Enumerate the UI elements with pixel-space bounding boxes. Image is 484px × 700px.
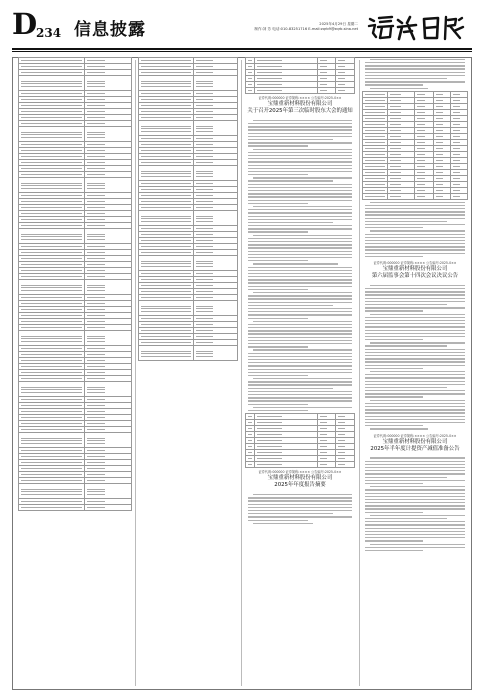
column-4 <box>362 57 468 690</box>
editor-contact: 制作:刘 芳 电话:010-83251716 E-mail:zqrb9@zqrb.sina.net <box>254 27 358 31</box>
announcement-title: 第六届监事会第十四次会议决议公告 <box>371 273 459 280</box>
header-rule-thin <box>12 51 472 52</box>
table-cell <box>84 280 131 295</box>
table-row <box>139 346 238 361</box>
body-text <box>362 457 468 551</box>
publication-info <box>248 22 358 32</box>
table-cell <box>139 211 194 226</box>
table-cell <box>139 301 194 316</box>
announcement-company: 宝鼎重新材料股份有限公司 <box>267 475 333 482</box>
announcement-code-line: 证券代码:000000 证券简称:×××× 公告编号:2025-0×× <box>373 261 457 266</box>
table-cell <box>84 229 131 244</box>
table-row <box>246 462 355 468</box>
table-cell <box>139 346 194 361</box>
table-cell <box>415 193 434 199</box>
table-cell <box>19 76 85 91</box>
column-2-table <box>138 57 238 690</box>
table-row <box>139 301 238 316</box>
table-row <box>19 76 132 91</box>
table-row <box>139 166 238 181</box>
issue-date: 2025年4月29日 星期二 <box>319 22 358 26</box>
table-row <box>19 484 132 499</box>
table-cell <box>194 211 238 226</box>
column-1-table <box>18 57 132 690</box>
body-text <box>362 202 468 257</box>
announcement-company: 宝鼎重新材料股份有限公司 <box>267 101 333 107</box>
table-cell <box>194 76 238 91</box>
page-letter: D <box>12 7 38 41</box>
table-cell <box>84 382 131 397</box>
disclosure-table <box>245 57 355 94</box>
table-cell <box>254 88 317 94</box>
table-row <box>363 193 468 199</box>
disclosure-table <box>362 91 468 200</box>
table-cell <box>84 505 131 511</box>
table-row <box>246 88 355 94</box>
table-cell <box>84 76 131 91</box>
table-cell <box>336 88 355 94</box>
announcement-title: 2025年半年度计提资产减值准备公告 <box>370 445 460 452</box>
body-text <box>362 59 468 89</box>
body-text <box>245 494 355 524</box>
table-cell <box>84 484 131 499</box>
disclosure-table <box>138 57 238 361</box>
table-cell <box>19 382 85 397</box>
announcement-heading <box>362 259 468 283</box>
table-cell <box>317 462 336 468</box>
table-cell <box>336 462 355 468</box>
announcement-title: 2025年年度报告摘要 <box>274 482 326 489</box>
header-rule <box>12 48 472 50</box>
table-cell <box>317 88 336 94</box>
table-cell <box>19 178 85 193</box>
announcement-company: 宝鼎重新材料股份有限公司 <box>382 438 448 445</box>
table-cell <box>19 229 85 244</box>
announcement-code-line: 证券代码:000000 证券简称:×××× 公告编号:2025-0×× <box>373 433 457 438</box>
announcement-heading <box>362 432 468 456</box>
page-number: 234 <box>36 26 62 40</box>
column-separator <box>135 60 136 686</box>
table-cell <box>363 193 388 199</box>
table-row <box>139 211 238 226</box>
table-cell <box>246 88 255 94</box>
table-cell <box>194 256 238 271</box>
table-row <box>19 331 132 346</box>
table-cell <box>194 121 238 136</box>
table-cell <box>139 76 194 91</box>
table-row <box>19 280 132 295</box>
table-cell <box>19 433 85 448</box>
table-row <box>19 505 132 511</box>
table-row <box>139 256 238 271</box>
table-cell <box>19 331 85 346</box>
table-cell <box>194 346 238 361</box>
table-cell <box>84 331 131 346</box>
table-row <box>19 382 132 397</box>
table-cell <box>451 193 468 199</box>
section-title: 信息披露 <box>74 20 146 40</box>
table-cell <box>139 256 194 271</box>
table-cell <box>194 166 238 181</box>
column-separator <box>359 60 360 686</box>
table-row <box>19 433 132 448</box>
body-text <box>362 285 468 430</box>
table-cell <box>434 193 451 199</box>
announcement-heading <box>245 94 355 118</box>
disclosure-table <box>18 57 132 511</box>
table-row <box>19 127 132 142</box>
table-cell <box>84 433 131 448</box>
announcement-code-line: 证券代码:000000 证券简称:×××× 公告编号:2025-0×× <box>258 96 342 100</box>
table-row <box>19 178 132 193</box>
table-cell <box>19 280 85 295</box>
masthead <box>12 7 472 44</box>
table-cell <box>84 178 131 193</box>
disclosure-table <box>245 413 355 468</box>
table-cell <box>139 166 194 181</box>
table-cell <box>139 121 194 136</box>
table-row <box>139 121 238 136</box>
newspaper-logo <box>364 11 472 43</box>
table-cell <box>19 484 85 499</box>
table-cell <box>254 462 317 468</box>
announcement-company: 宝鼎重新材料股份有限公司 <box>382 266 448 273</box>
body-text <box>245 120 355 411</box>
table-cell <box>246 462 255 468</box>
announcement-code-line: 证券代码:000000 证券简称:×××× 公告编号:2025-0×× <box>258 470 342 475</box>
announcement-title: 关于召开2025年第三次临时股东大会的通知 <box>247 108 353 114</box>
table-cell <box>194 301 238 316</box>
announcement-heading <box>245 468 355 492</box>
column-separator <box>241 60 242 686</box>
table-row <box>19 229 132 244</box>
table-cell <box>19 127 85 142</box>
table-cell <box>19 505 85 511</box>
column-3 <box>245 57 355 690</box>
table-cell <box>84 127 131 142</box>
table-cell <box>388 193 415 199</box>
table-row <box>139 76 238 91</box>
